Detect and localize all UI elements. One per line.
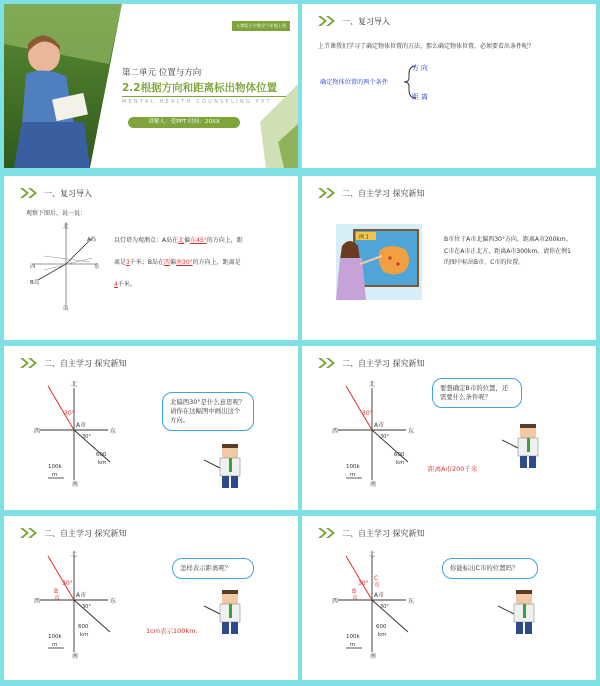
slide-example-text[interactable] (302, 176, 596, 340)
teacher-figure (498, 590, 538, 636)
speech-bubble: 要想确定B市的位置，还需要什么条件呢？ (432, 378, 522, 408)
angle-label-black: 30° (380, 604, 389, 610)
header-title: 二、自主学习 探究新知 (342, 358, 425, 368)
slide-header (20, 186, 92, 200)
b-city-letter: B (54, 588, 59, 595)
scale-label: 100k (346, 634, 360, 640)
compass-north: 北 (71, 381, 78, 388)
slide-review-conditions[interactable] (302, 4, 596, 168)
double-chevron-icon (318, 188, 336, 198)
unit-label: 第二单元 位置与方向 (122, 68, 202, 78)
distance-label: 600 (78, 624, 89, 630)
slide-header (20, 526, 127, 540)
scale-unit: m (350, 472, 356, 478)
header-title: 二、自主学习 探究新知 (44, 358, 127, 368)
distance-unit: km (98, 460, 107, 466)
angle-label-black: 30° (82, 604, 91, 610)
angle-label-black: 30° (82, 434, 91, 440)
compass-north: 北 (369, 381, 376, 388)
header-title: 二、自主学习 探究新知 (342, 528, 425, 538)
compass-center: A市 (76, 592, 87, 599)
c-city-char: 市 (374, 582, 381, 589)
angle-label-red: 30° (362, 410, 373, 417)
distance-unit: km (378, 632, 387, 638)
header-title: 一、复习导入 (342, 16, 390, 26)
double-chevron-icon (318, 528, 336, 538)
compass-diagram (332, 548, 442, 664)
blank-south30: 南30° (176, 259, 193, 266)
blank-4: 4 (114, 281, 118, 288)
c-city-letter: C (374, 575, 379, 582)
blank-3: 3 (126, 259, 130, 266)
distance-label: 600 (376, 624, 387, 630)
scale-unit: m (350, 642, 356, 648)
lighthouse-line3: 4千米。 (114, 281, 136, 288)
lighthouse-line1: 以灯塔为观测点：A岛在北偏东45°的方向上，距 (114, 237, 243, 244)
compass-east: 东 (408, 428, 415, 435)
double-chevron-icon (318, 358, 336, 368)
example-text: B市位于A市北偏西30°方向、距离A市200km。C市在A市正北方，距离A市300km。请你在例1的图中标出B市、C市的位置。 (444, 236, 572, 266)
double-chevron-icon (20, 358, 38, 368)
compass-south: 南 (72, 481, 79, 488)
slide-need-condition[interactable] (302, 346, 596, 510)
header-title: 一、复习导入 (44, 188, 92, 198)
b-city-char: 市 (54, 595, 61, 602)
compass-east: 东 (408, 598, 415, 605)
b-city-char: 市 (352, 595, 359, 602)
angle-label-red: 30° (64, 410, 75, 417)
header-title: 二、自主学习 探究新知 (342, 188, 425, 198)
lighthouse-map (30, 218, 104, 312)
map-b-island: B岛 (30, 280, 40, 286)
compass-west: 西 (34, 428, 41, 435)
slide-header (20, 356, 127, 370)
speech-bubble: 怎样表示距离呢？ (172, 558, 254, 579)
compass-diagram (34, 380, 144, 490)
map-a-island: A岛 (87, 237, 97, 243)
scale-unit: m (52, 472, 58, 478)
board-label: 例 1 (359, 234, 369, 241)
compass-center: A市 (374, 422, 385, 429)
slide-header (318, 14, 390, 28)
blank-east45: 东45° (190, 237, 207, 244)
scale-note: 1cm表示100km. (146, 627, 198, 635)
compass-center: A市 (374, 592, 385, 599)
slide-north-west-meaning[interactable] (4, 346, 298, 510)
teacher-figure (502, 424, 542, 470)
condition-direction: 方 向 (412, 64, 428, 72)
slide-header (318, 526, 425, 540)
distance-label: 600 (394, 452, 405, 458)
compass-diagram (34, 548, 144, 664)
compass-diagram (332, 380, 442, 490)
slide-header (318, 356, 425, 370)
compass-south: 南 (72, 653, 79, 660)
lighthouse-line2: 离是3千米；B岛在西偏南30°的方向上，距离是 (114, 259, 241, 266)
compass-east: 东 (110, 428, 117, 435)
condition-distance: 距 离 (412, 93, 428, 101)
speech-bubble: 你能标出C市的位置吗？ (442, 558, 538, 579)
slide-header (318, 186, 425, 200)
distance-label: 600 (96, 452, 107, 458)
page-title: 2.2根据方向和距离标出物体位置 (122, 82, 278, 94)
distance-note: 距离A市200千米 (428, 465, 478, 473)
teacher-classroom-illustration (336, 224, 422, 300)
compass-center: A市 (76, 422, 87, 429)
compass-west: 西 (332, 598, 339, 605)
title-tag: 人教版小学数学六年级上册 (232, 21, 290, 31)
angle-label-red: 30° (62, 580, 73, 587)
slide-mark-c-city[interactable] (302, 516, 596, 680)
scale-label: 100k (48, 464, 62, 470)
observe-intro: 观察下图后，说一说： (26, 210, 87, 217)
angle-label-red: 30° (358, 580, 369, 587)
blank-north: 北 (178, 237, 185, 244)
compass-south: 南 (370, 653, 377, 660)
compass-west: 西 (34, 598, 41, 605)
teacher-figure (204, 590, 244, 636)
compass-south: 南 (370, 481, 377, 488)
slide-title[interactable] (4, 4, 298, 168)
title-info-badge: 讲解人：爱PPT 时间：20XX (128, 117, 240, 128)
review-question: 上节课我们学习了确定物体位置的方法，那么确定物体位置，必须要看出条件呢？ (318, 43, 535, 50)
title-subtitle: MENTAL HEALTH COUNSELING PPT (122, 100, 272, 105)
b-city-letter: B (352, 588, 357, 595)
compass-north: 北 (369, 551, 376, 558)
teacher-figure (204, 444, 244, 490)
double-chevron-icon (20, 528, 38, 538)
distance-unit: km (80, 632, 89, 638)
map-north: 北 (63, 224, 69, 230)
speech-bubble: 北偏西30°是什么意思呢？请你在这幅图中画出这个方向。 (162, 392, 254, 431)
compass-west: 西 (332, 428, 339, 435)
slide-lighthouse-review[interactable] (4, 176, 298, 340)
slide-show-distance[interactable] (4, 516, 298, 680)
blank-west: 西 (163, 259, 170, 266)
compass-north: 北 (71, 551, 78, 558)
scale-label: 100k (346, 464, 360, 470)
title-underline (122, 96, 286, 97)
angle-label-black: 30° (380, 434, 389, 440)
double-chevron-icon (318, 16, 336, 26)
header-title: 二、自主学习 探究新知 (44, 528, 127, 538)
map-west: 西 (30, 264, 36, 270)
map-south: 南 (63, 306, 69, 312)
scale-label: 100k (48, 634, 62, 640)
compass-east: 东 (110, 598, 117, 605)
map-east: 东 (94, 264, 100, 270)
distance-unit: km (396, 460, 405, 466)
scale-unit: m (52, 642, 58, 648)
double-chevron-icon (20, 188, 38, 198)
conditions-label: 确定物体位置的两个条件 (320, 79, 389, 86)
